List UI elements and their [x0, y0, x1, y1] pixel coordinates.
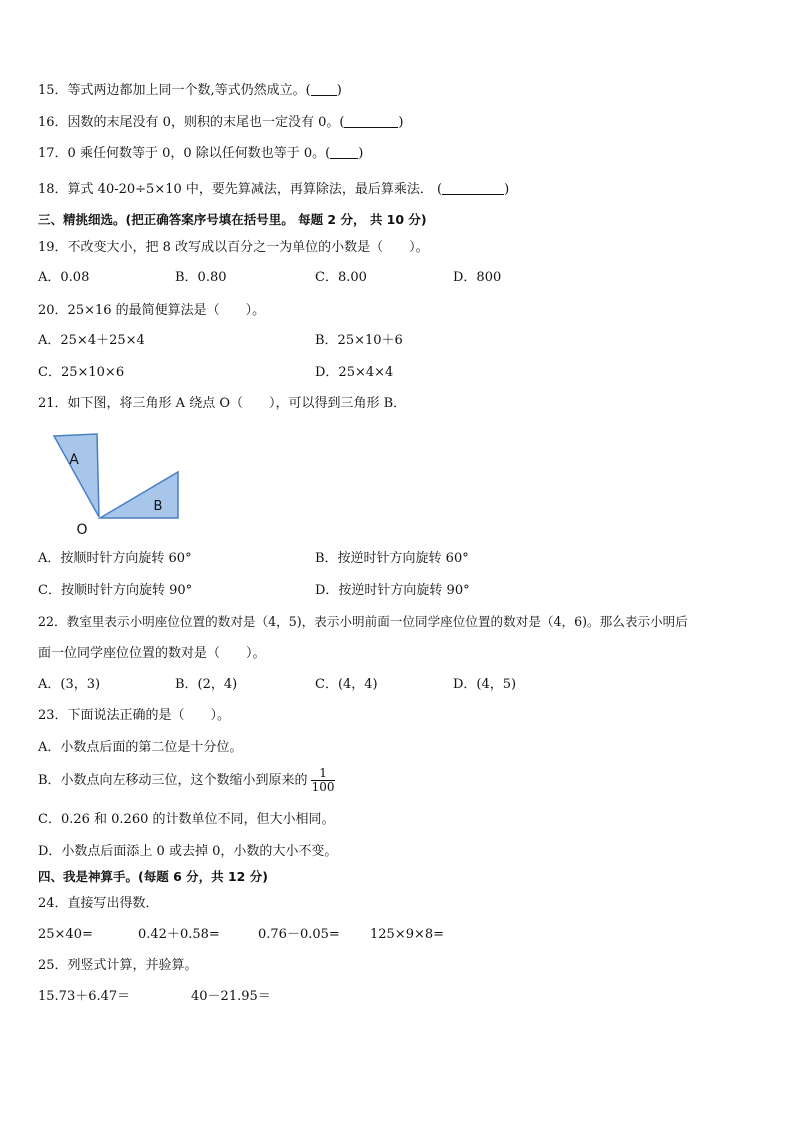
section-3-heading: 三、精挑细选。(把正确答案序号填在括号里。 每题 2 分， 共 10 分): [38, 212, 427, 227]
answer-blank[interactable]: [344, 115, 398, 128]
option-d[interactable]: D．25×4×4: [315, 365, 394, 380]
rotation-figure: [40, 428, 190, 540]
calc-item: 15.73＋6.47＝: [38, 989, 131, 1004]
option-d[interactable]: D．(4，5): [453, 677, 517, 692]
answer-blank[interactable]: [330, 146, 358, 159]
question-18-text: 18．算式 40-20÷5×10 中，要先算减法，再算除法，最后算乘法． (: [38, 182, 443, 197]
option-c[interactable]: C．0.26 和 0.260 的计数单位不同，但大小相同。: [38, 812, 335, 827]
answer-blank[interactable]: [442, 182, 504, 195]
calc-item: 125×9×8=: [370, 927, 445, 942]
fraction-one-hundredth: $\frac{1}{100}$: [311, 766, 335, 794]
label-o: O: [76, 522, 88, 538]
option-c[interactable]: C．8.00: [315, 270, 367, 285]
question-25-stem: 25．列竖式计算，并验算。: [38, 958, 198, 973]
calc-item: 0.42＋0.58=: [138, 927, 220, 942]
option-b[interactable]: B．0.80: [175, 270, 227, 285]
question-18: 18．算式 40-20÷5×10 中，要先算减法，再算除法，最后算乘法． ( ): [38, 182, 510, 197]
option-c[interactable]: C．25×10×6: [38, 365, 125, 380]
option-b[interactable]: B．25×10＋6: [315, 333, 403, 348]
question-23-stem: 23．下面说法正确的是（ ）。: [38, 708, 231, 723]
option-a[interactable]: A．(3，3): [38, 677, 101, 692]
option-a[interactable]: A．25×4＋25×4: [38, 333, 145, 348]
option-d[interactable]: D．按逆时针方向旋转 90°: [315, 583, 470, 598]
option-a[interactable]: A．0.08: [38, 270, 90, 285]
question-16-text: 16．因数的末尾没有 0，则积的末尾也一定没有 0。(: [38, 115, 345, 130]
calc-item: 40－21.95＝: [191, 989, 271, 1004]
option-b[interactable]: [38, 766, 335, 796]
triangle-b: [100, 472, 178, 518]
option-c[interactable]: C．(4，4): [315, 677, 378, 692]
option-a[interactable]: A．小数点后面的第二位是十分位。: [38, 740, 243, 755]
question-21-stem: 21．如下图，将三角形 A 绕点 O（ ），可以得到三角形 B．: [38, 396, 407, 411]
question-22-stem-line-1: 22．教室里表示小明座位位置的数对是（4，5)，表示小明前面一位同学座位位置的数对是（4，6)。那么表示小明后: [38, 614, 688, 629]
option-b[interactable]: B．(2，4): [175, 677, 238, 692]
question-20-stem: 20．25×16 的最简便算法是（ ）。: [38, 303, 266, 318]
calc-item: 25×40=: [38, 927, 93, 942]
section-4-heading: 四、我是神算手。(每题 6 分，共 12 分): [38, 869, 268, 884]
option-b[interactable]: B．按逆时针方向旋转 60°: [315, 551, 469, 566]
answer-blank[interactable]: [311, 83, 337, 96]
label-a: A: [69, 452, 79, 468]
option-a[interactable]: A．按顺时针方向旋转 60°: [38, 551, 192, 566]
question-19-stem: 19．不改变大小，把 8 改写成以百分之一为单位的小数是（ ）。: [38, 240, 429, 255]
question-17: 17．0 乘任何数等于 0，0 除以任何数也等于 0。( ): [38, 146, 364, 161]
question-16: 16．因数的末尾没有 0，则积的末尾也一定没有 0。( ): [38, 115, 404, 130]
triangle-a: [54, 434, 99, 517]
question-15: 15．等式两边都加上同一个数,等式仍然成立。( ): [38, 83, 342, 98]
label-b: B: [153, 499, 163, 514]
question-22-stem-line-2: 面一位同学座位位置的数对是（ ）。: [38, 646, 266, 661]
question-17-text: 17．0 乘任何数等于 0，0 除以任何数也等于 0。(: [38, 146, 331, 161]
calc-item: 0.76－0.05=: [258, 927, 340, 942]
option-d[interactable]: D．800: [453, 270, 502, 285]
question-15-text: 15．等式两边都加上同一个数,等式仍然成立。(: [38, 83, 311, 98]
question-24-stem: 24．直接写出得数．: [38, 896, 159, 911]
option-d[interactable]: D．小数点后面添上 0 或去掉 0，小数的大小不变。: [38, 844, 338, 859]
option-b-text: B．小数点向左移动三位，这个数缩小到原来的: [38, 773, 308, 788]
option-c[interactable]: C．按顺时针方向旋转 90°: [38, 583, 193, 598]
